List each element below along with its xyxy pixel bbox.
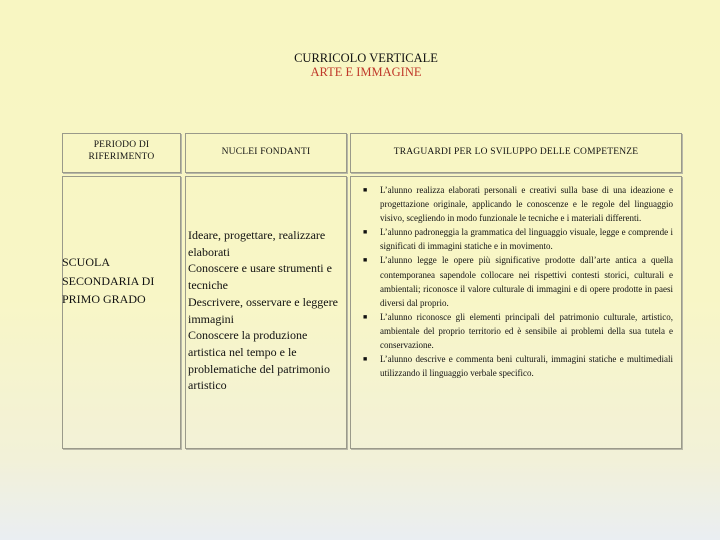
traguardo-text: L’alunno realizza elaborati personali e creativi sulla base di una ideazione e progettazione originale, applicando le conoscenze e le regole del linguaggio visivo, scegliendo in modo funzionale le tecniche e i materiali differenti. [380, 185, 673, 224]
traguardo-item [363, 310, 673, 352]
traguardo-item [363, 183, 673, 225]
traguardo-item [363, 352, 673, 380]
page-title: CURRICOLO VERTICALE [294, 51, 438, 65]
bullet-icon: ■ [363, 228, 368, 237]
nucleo-item: Conoscere la produzione artistica nel tempo e le problematiche del patrimonio artistico [188, 328, 330, 393]
traguardi-list [363, 183, 673, 380]
traguardo-text: L’alunno riconosce gli elementi principali del patrimonio culturale, artistico, ambientale del proprio territorio ed è sensibile ai problemi della sua tutela e conservazione. [380, 311, 673, 351]
bullet-icon: ■ [363, 355, 368, 364]
column-header-traguardi: TRAGUARDI PER LO SVILUPPO DELLE COMPETENZE [393, 147, 639, 157]
bullet-icon: ■ [363, 312, 368, 321]
traguardo-item [363, 225, 673, 253]
content-cell-period [62, 176, 181, 449]
nucleo-item: Conoscere e usare strumenti e tecniche [188, 261, 332, 293]
bullet-icon: ■ [363, 186, 368, 194]
school-level: SCUOLA SECONDARIA DI PRIMO GRADO [62, 255, 155, 306]
traguardo-text: L’alunno legge le opere più significative prodotte dall’arte antica a quella contemporanea sapendole collocare nei rispettivi contesti storici, culturali e ambientali; riconosce il valore culturale di immagini e di opere prodotte in paesi diversi dal proprio. [380, 255, 673, 308]
column-header-period: PERIODO DI RIFERIMENTO [88, 140, 155, 162]
traguardo-text: L’alunno padroneggia la grammatica del linguaggio visuale, legge e comprende i significati di immagini statiche e in movimento. [380, 227, 673, 252]
traguardo-text: L’alunno descrive e commenta beni culturali, immagini statiche e multimediali utilizzando il linguaggio verbale specifico. [380, 354, 673, 379]
bullet-icon: ■ [363, 256, 368, 265]
nuclei-list [188, 227, 343, 394]
traguardo-item [363, 253, 673, 309]
page-subtitle: ARTE E IMMAGINE [310, 65, 422, 79]
column-header-nuclei: NUCLEI FONDANTI [221, 147, 311, 157]
nucleo-item: Ideare, progettare, realizzare elaborati [188, 228, 326, 259]
nucleo-item: Descrivere, osservare e leggere immagini [188, 294, 338, 326]
